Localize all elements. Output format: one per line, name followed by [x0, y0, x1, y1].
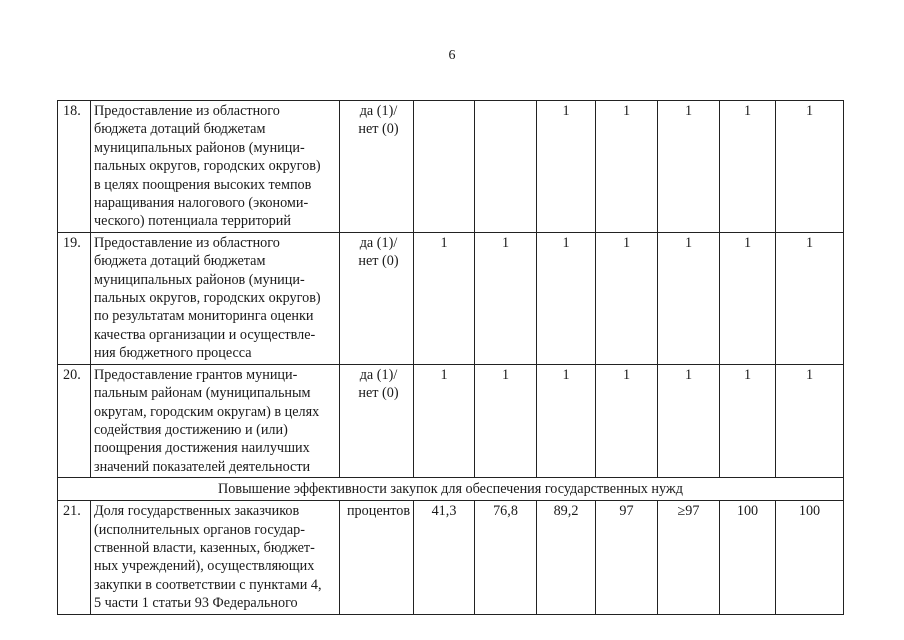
- value-cell: 1: [537, 364, 596, 477]
- value-cell: 1: [475, 364, 537, 477]
- unit-cell: да (1)/ нет (0): [340, 364, 414, 477]
- value-cell: 1: [776, 364, 844, 477]
- indicator-description: Предоставление из областного бюджета дотаций бюджетам муниципальных районов (муници- пальных округов, городских округов) в целях поощрения высоких темпов наращивания налогового (экономи- ческого) потенциала территорий: [91, 101, 340, 233]
- value-cell: 100: [720, 501, 776, 614]
- section-heading: Повышение эффективности закупок для обеспечения государственных нужд: [58, 478, 844, 501]
- value-cell: 1: [658, 101, 720, 233]
- value-cell: 1: [658, 232, 720, 364]
- indicators-table: [57, 100, 844, 615]
- unit-cell: процентов: [340, 501, 414, 614]
- table-row: [58, 232, 844, 364]
- value-cell: 1: [537, 232, 596, 364]
- unit-cell: да (1)/ нет (0): [340, 101, 414, 233]
- value-cell: ≥97: [658, 501, 720, 614]
- value-cell: 1: [475, 232, 537, 364]
- indicator-description: Предоставление из областного бюджета дотаций бюджетам муниципальных районов (муници- пальных округов, городских округов) по результатам мониторинга оценки качества организации и осуществле- ния бюджетного процесса: [91, 232, 340, 364]
- table-row: [58, 101, 844, 233]
- value-cell: 1: [596, 364, 658, 477]
- value-cell: 41,3: [414, 501, 475, 614]
- value-cell: 100: [776, 501, 844, 614]
- value-cell: 1: [776, 101, 844, 233]
- value-cell: 1: [658, 364, 720, 477]
- value-cell: 1: [720, 364, 776, 477]
- value-cell: 1: [720, 101, 776, 233]
- value-cell: 89,2: [537, 501, 596, 614]
- page-number: 6: [448, 48, 456, 63]
- value-cell: 97: [596, 501, 658, 614]
- row-number: 19.: [58, 232, 91, 364]
- table-row: [58, 501, 844, 614]
- value-cell: [414, 101, 475, 233]
- value-cell: [475, 101, 537, 233]
- value-cell: 1: [414, 232, 475, 364]
- row-number: 21.: [58, 501, 91, 614]
- value-cell: 1: [720, 232, 776, 364]
- unit-cell: да (1)/ нет (0): [340, 232, 414, 364]
- value-cell: 1: [537, 101, 596, 233]
- row-number: 18.: [58, 101, 91, 233]
- indicator-description: Предоставление грантов муници- пальным районам (муниципальным округам, городским округам) в целях содействия достижению и (или) поощрения достижения наилучших значений показателей деятельности: [91, 364, 340, 477]
- table-row: [58, 364, 844, 477]
- value-cell: 76,8: [475, 501, 537, 614]
- row-number: 20.: [58, 364, 91, 477]
- value-cell: 1: [596, 232, 658, 364]
- value-cell: 1: [776, 232, 844, 364]
- value-cell: 1: [414, 364, 475, 477]
- indicator-description: Доля государственных заказчиков (исполнительных органов государ- ственной власти, казенных, бюджет- ных учреждений), осуществляющих закупки в соответствии с пунктами 4, 5 части 1 статьи 93 Федерального: [91, 501, 340, 614]
- value-cell: 1: [596, 101, 658, 233]
- section-row: [58, 478, 844, 501]
